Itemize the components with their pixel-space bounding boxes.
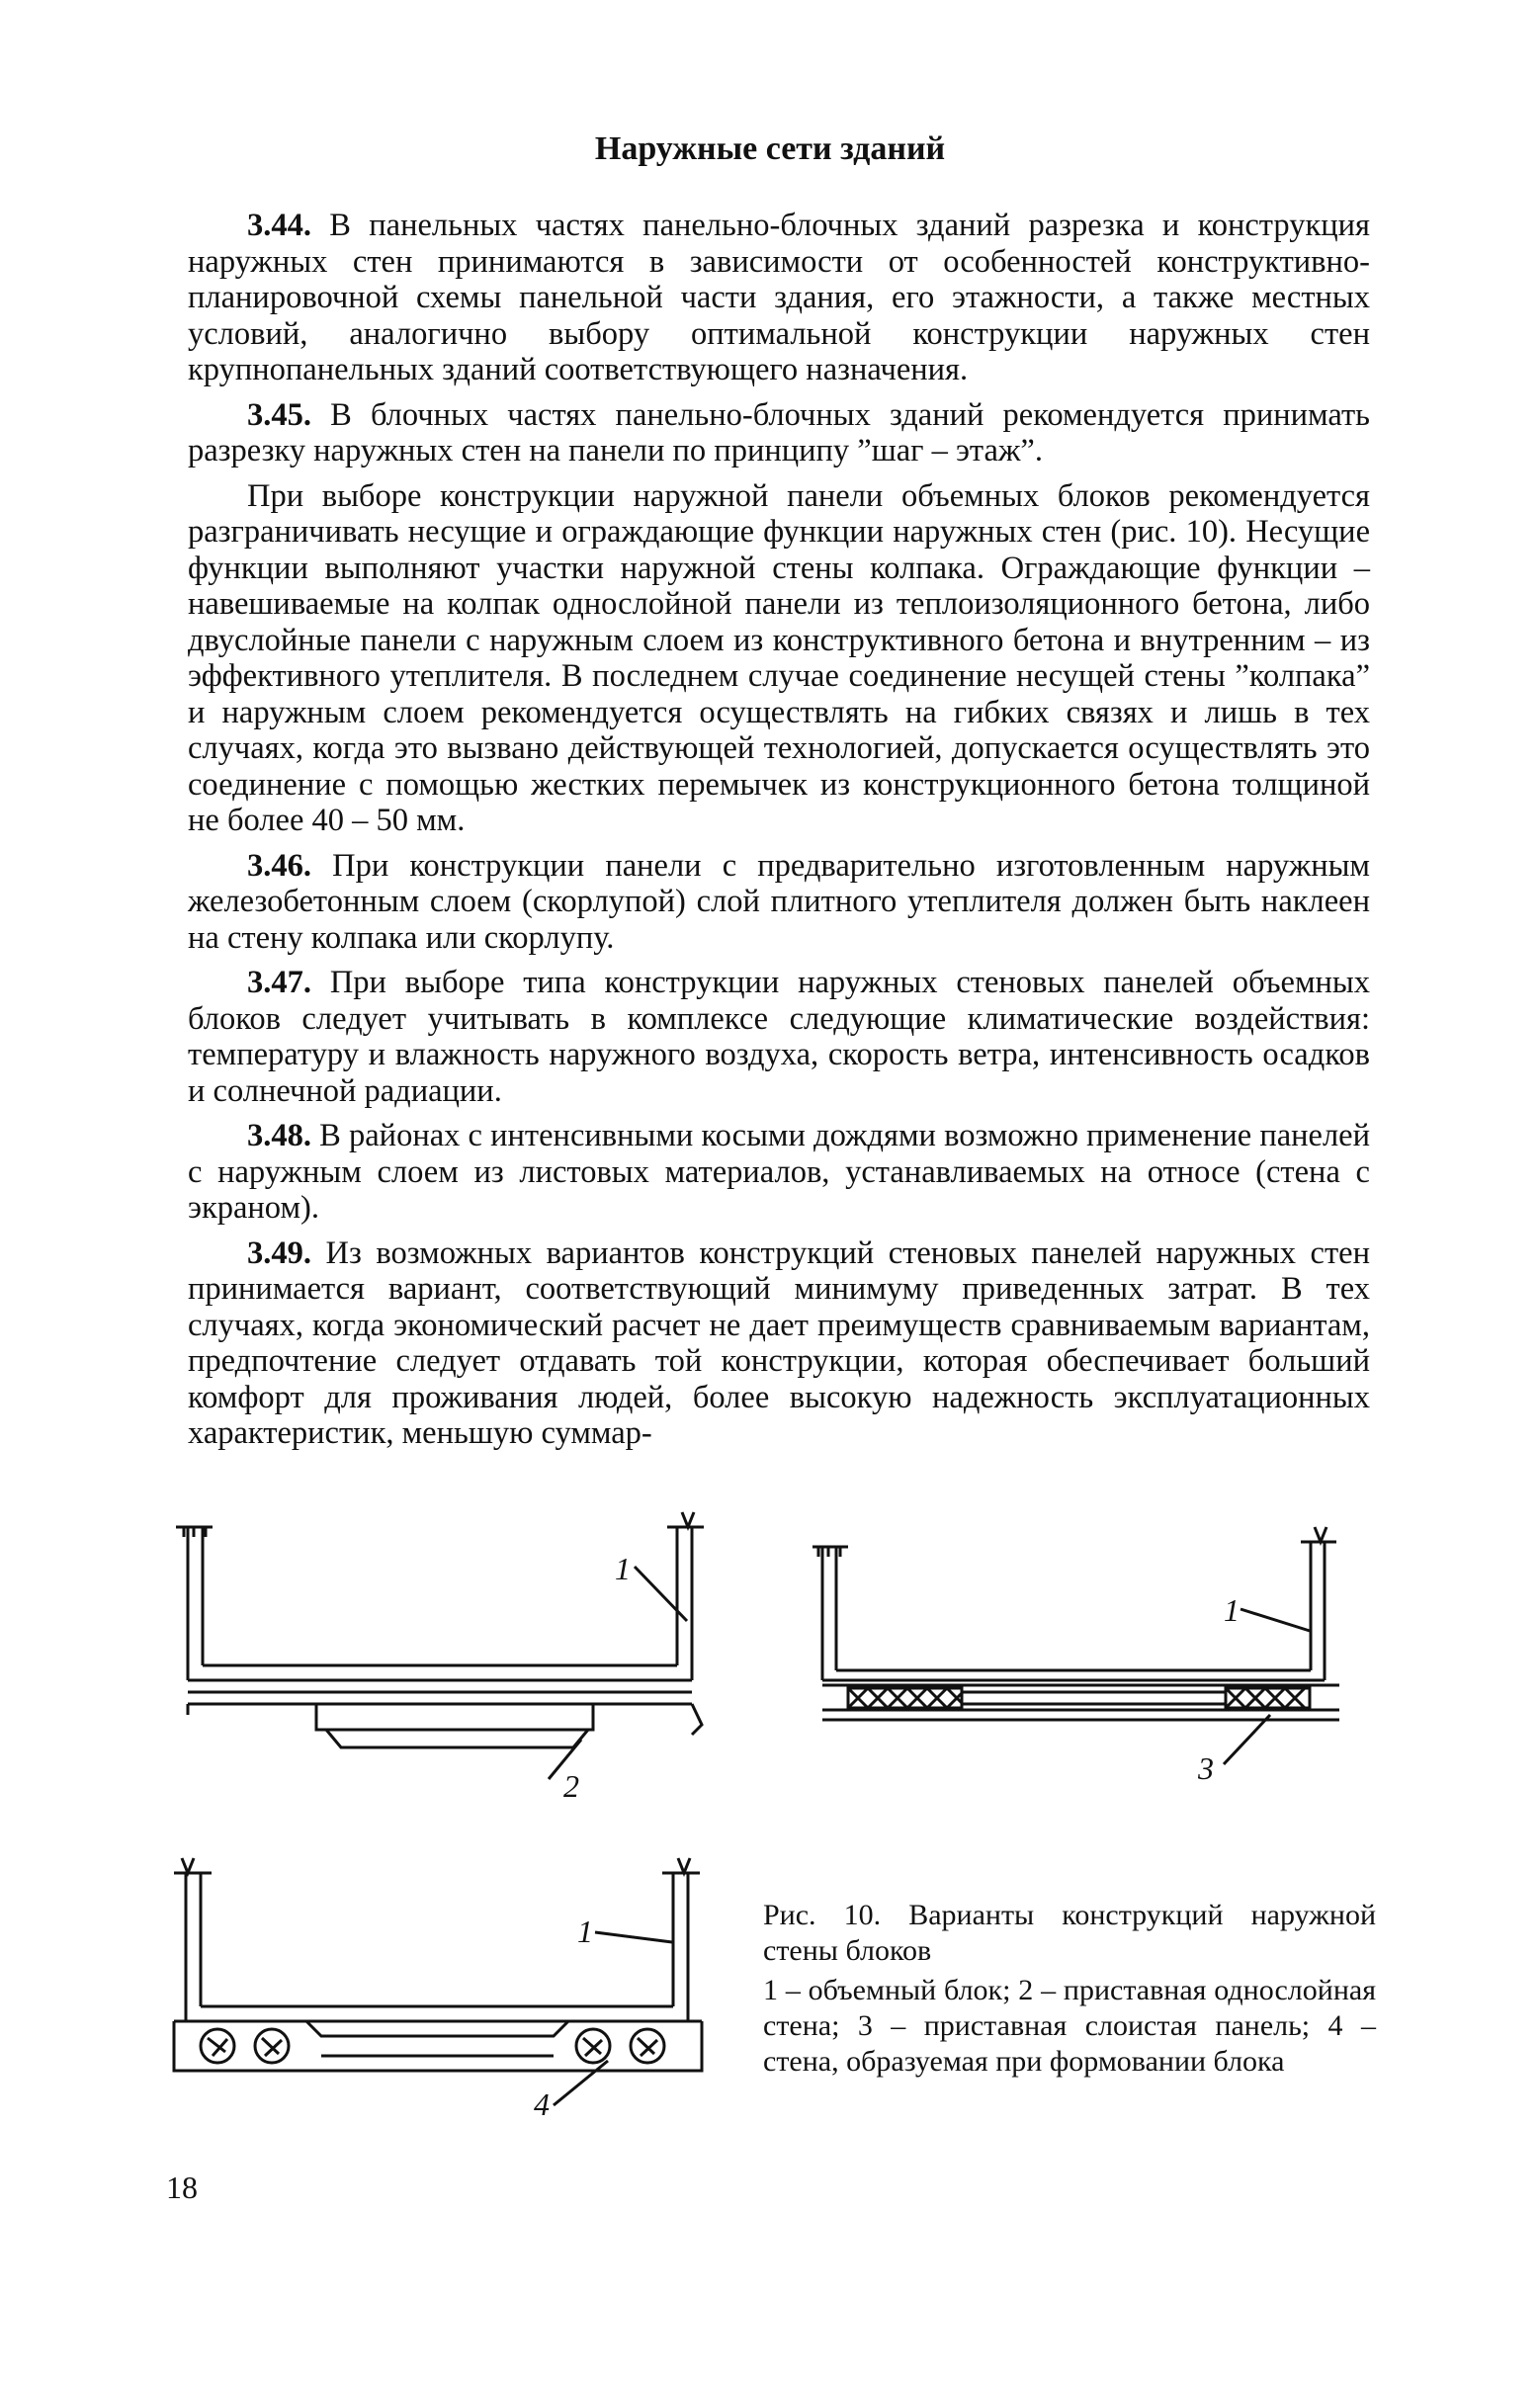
- paragraph-3-45-cont: [188, 478, 1370, 839]
- caption-title: Рис. 10. Варианты конструкций наружной стены блоков: [763, 1899, 1376, 1967]
- paragraph-3-44: [188, 208, 1370, 388]
- paragraph-3-47: [188, 965, 1370, 1109]
- diagram-c-label-4: 4: [534, 2086, 550, 2122]
- paragraph-text: При выборе типа конструкции наружных стеновых панелей объемных блоков следует учитывать в комплексе следующие климатические воздействия: температуру и влажность наружного воздуха, скорость ветра, интенсивность осадков и солнечной радиации.: [188, 965, 1371, 1109]
- caption-legend: 1 – объемный блок; 2 – приставная однослойная стена; 3 – приставная слоистая панель; 4 – стена, образуемая при формовании блока: [763, 1974, 1376, 2078]
- paragraph-3-45: [188, 397, 1370, 469]
- diagram-b-label-3: 3: [1198, 1750, 1214, 1786]
- diagram-formed-wall: [174, 1858, 702, 2105]
- paragraph-number: 3.48.: [247, 1118, 311, 1153]
- diagram-b-label-1: 1: [1224, 1592, 1240, 1628]
- diagram-a-label-2: 2: [563, 1768, 579, 1804]
- paragraph-text: При выборе конструкции наружной панели объемных блоков рекомендуется разграничивать несущие и ограждающие функции наружных стен (рис. 10). Несущие функции выполняют участки наружной стены колпака. Ограждающие функции – навешиваемые на колпак однослойной панели из теплоизоляционного бетона, либо двуслойные панели с наружным слоем из конструктивного бетона и внутренним – из эффективного утеплителя. В последнем случае соединение несущей стены ”колпака” и наружным слоем рекомендуется осуществлять на гибких связях и лишь в тех случаях, когда это вызвано действующей технологией, допускается осуществлять это соединение с помощью жестких перемычек из конструкционного бетона толщиной не более 40 – 50 мм.: [188, 477, 1370, 838]
- body-text: [188, 208, 1370, 1461]
- paragraph-text: В блочных частях панельно-блочных зданий рекомендуется принимать разрезку наружных стен на панели по принципу ”шаг – этаж”.: [188, 396, 1371, 468]
- paragraph-number: 3.47.: [247, 965, 311, 1000]
- section-heading: Наружные сети зданий: [594, 130, 946, 167]
- paragraph-number: 3.44.: [247, 208, 311, 243]
- page-number: 18: [166, 2169, 198, 2205]
- paragraph-text: При конструкции панели с предварительно изготовленным наружным железобетонным слоем (скорлупой) слой плитного утеплителя должен быть наклеен на стену колпака или скорлупу.: [188, 847, 1371, 956]
- paragraph-3-46: [188, 848, 1370, 957]
- paragraph-3-48: [188, 1118, 1370, 1227]
- diagram-c-label-1: 1: [577, 1914, 593, 1949]
- diagram-a-label-1: 1: [615, 1551, 631, 1586]
- figure-caption: [763, 1898, 1376, 2080]
- paragraph-3-49: [188, 1235, 1370, 1452]
- diagram-layered-panel: [813, 1527, 1339, 1764]
- paragraph-number: 3.46.: [247, 847, 311, 884]
- paragraph-text: В панельных частях панельно-блочных зданий разрезка и конструкция наружных стен принимаются в зависимости от особенностей конструктивно-планировочной схемы панельной части здания, его этажности, а также местных условий, аналогично выбору оптимальной конструкции наружных стен крупнопанельных зданий соответствующего назначения.: [188, 208, 1370, 387]
- paragraph-number: 3.45.: [247, 396, 311, 433]
- paragraph-number: 3.49.: [247, 1234, 311, 1271]
- paragraph-text: В районах с интенсивными косыми дождями возможно применение панелей с наружным слоем из листовых материалов, устанавливаемых на относе (стена с экраном).: [188, 1118, 1370, 1226]
- paragraph-text: Из возможных вариантов конструкций стеновых панелей наружных стен принимается вариант, соответствующий минимуму приведенных затрат. В тех случаях, когда экономический расчет не дает преимуществ сравниваемым вариантам, предпочтение следует отдавать той конструкции, которая обеспечивает больший комфорт для проживания людей, более высокую надежность эксплуатационных характеристик, меньшую суммар-: [188, 1234, 1371, 1451]
- diagram-single-layer-wall: [176, 1512, 704, 1779]
